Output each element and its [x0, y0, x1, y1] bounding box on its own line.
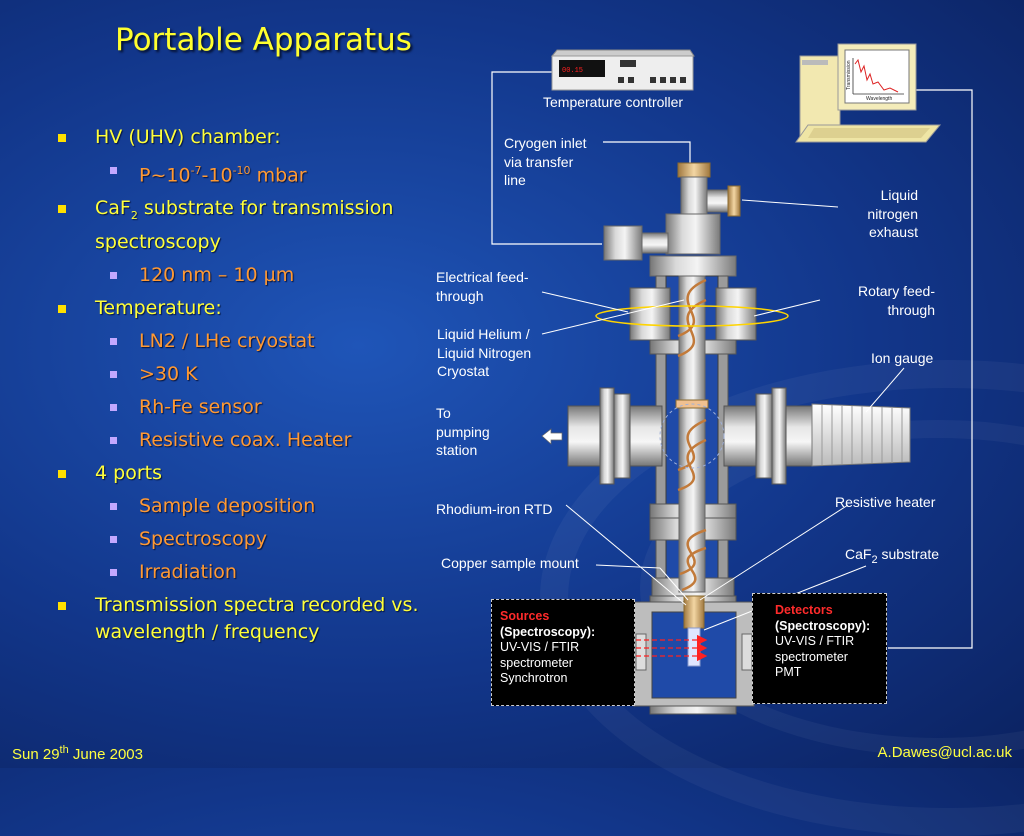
- bullet-text: Irradiation: [139, 561, 237, 584]
- label-pumping-station: To pumping station: [436, 405, 490, 458]
- bullet-text: 120 nm – 10 µm: [139, 264, 295, 287]
- ion-gauge: [812, 404, 910, 466]
- bullet-text: 4 ports: [95, 462, 162, 485]
- bullet-text: substrate for transmission spectroscopy: [95, 197, 394, 254]
- cryostat-head: [604, 163, 740, 276]
- bullet-text: Temperature:: [95, 297, 222, 320]
- pumping-arrow-icon: [542, 429, 562, 444]
- bullet-text: Resistive coax. Heater: [139, 429, 352, 452]
- page-title: Portable Apparatus: [115, 22, 412, 58]
- monitor-x-axis: Wavelength: [866, 96, 893, 102]
- bullet-text: Rh-Fe sensor: [139, 396, 262, 419]
- label-cryogen-inlet: Cryogen inlet via transfer line: [504, 135, 587, 188]
- monitor-y-axis: Transmission: [846, 60, 852, 90]
- sources-list: UV-VIS / FTIR spectrometer Synchrotron: [500, 640, 580, 685]
- bullet-text: -7: [190, 164, 202, 177]
- detectors-box: [752, 593, 887, 704]
- bullet-text: HV (UHV) chamber:: [95, 126, 281, 148]
- footer-email[interactable]: A.Dawes@ucl.ac.uk: [877, 744, 1012, 761]
- label-electrical-feedthrough: Electrical feed- through: [436, 269, 529, 304]
- sources-box: [491, 599, 635, 706]
- computer-monitor: [796, 44, 940, 142]
- detectors-heading: Detectors: [775, 603, 833, 617]
- caf2-text: CaF: [845, 546, 872, 562]
- bullet-text: Transmission spectra recorded vs. wavelength / frequency: [95, 594, 419, 644]
- caf2-subscript: 2: [871, 553, 878, 566]
- cryostat-tube: [676, 276, 708, 592]
- bullet-text: LN2 / LHe cryostat: [139, 330, 315, 353]
- footer-date: [12, 744, 143, 763]
- label-ln2-exhaust: Liquid nitrogen exhaust: [867, 187, 918, 240]
- caf2-rest-text: substrate: [877, 546, 940, 562]
- label-rotary-feedthrough: Rotary feed- through: [857, 283, 935, 318]
- bullet-text: Spectroscopy: [139, 528, 267, 551]
- bullet-text: P~10: [139, 164, 191, 187]
- label-sample-mount: Copper sample mount: [441, 555, 579, 571]
- spectroscopy-cube: [634, 596, 754, 714]
- bullet-text: -10: [201, 164, 233, 187]
- label-ion-gauge: Ion gauge: [871, 350, 934, 366]
- bullet-text: -10: [232, 164, 251, 177]
- sources-heading: Sources: [500, 609, 550, 623]
- footer-date-main: Sun 29: [12, 746, 60, 763]
- footer-date-rest: June 2003: [68, 746, 143, 763]
- label-temperature-controller: Temperature controller: [543, 94, 684, 110]
- sources-subheading: (Spectroscopy):: [500, 624, 596, 639]
- label-caf2-substrate: [845, 545, 939, 569]
- footer-date-sup: th: [59, 744, 69, 756]
- controller-readout: 00.15: [562, 67, 584, 75]
- bullet-text: >30 K: [139, 363, 198, 386]
- detectors-list: UV-VIS / FTIR spectrometer PMT: [775, 634, 855, 679]
- detectors-subheading: (Spectroscopy):: [775, 618, 871, 633]
- bullet-text: Sample deposition: [139, 495, 316, 518]
- label-resistive-heater: Resistive heater: [835, 494, 936, 510]
- bullet-text: 2: [130, 209, 138, 223]
- label-cryostat: Liquid Helium / Liquid Nitrogen Cryostat: [437, 326, 532, 379]
- label-rtd: Rhodium-iron RTD: [436, 501, 553, 517]
- bullet-text: CaF: [95, 197, 131, 220]
- bullet-text: mbar: [250, 164, 307, 187]
